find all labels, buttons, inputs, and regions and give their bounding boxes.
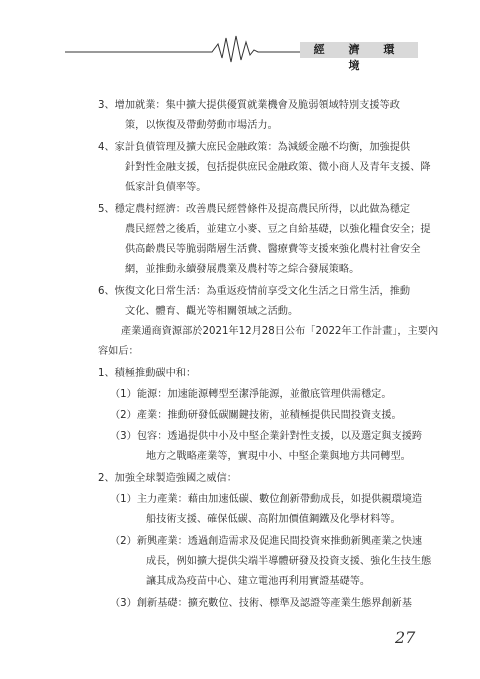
item-5-line-1: 5、穩定農村經濟：改善農民經營條件及提高農民所得，以此做為穩定 <box>98 204 411 215</box>
section-2-item-2-line-1: （2）新興產業：透過創造需求及促進民間投資來推動新興產業之快速 <box>110 536 423 547</box>
page-number: 27 <box>395 628 416 647</box>
heartbeat-line-icon <box>0 0 480 70</box>
section-1-item-3-line-2: 地方之戰略產業等，實現中小、中堅企業與地方共同轉型。 <box>146 451 411 462</box>
item-3-line-2: 策，以恢復及帶動勞動市場活力。 <box>125 120 278 131</box>
item-4-line-3: 低家計負債率等。 <box>125 182 207 193</box>
item-4-line-2: 針對性金融支援，包括提供庶民金融政策、微小商人及青年支援、降 <box>125 162 431 173</box>
item-5-line-4: 網，並推動永續發展農業及農村等之綜合發展策略。 <box>125 264 360 275</box>
item-6-line-1: 6、恢復文化日常生活：為重返疫情前享受文化生活之日常生活，推動 <box>98 286 411 297</box>
section-1-heading: 1、積極推動碳中和： <box>98 368 197 379</box>
section-title: 經 濟 環 境 <box>313 43 405 72</box>
intro-line-2: 容如后： <box>98 346 139 357</box>
section-1-item-1: （1）能源：加速能源轉型至潔淨能源，並徹底管理供需穩定。 <box>110 389 392 400</box>
section-1-item-2: （2）產業：推動研發低碳關鍵技術，並積極提供民間投資支援。 <box>110 410 402 421</box>
item-3-line-1: 3、增加就業：集中擴大提供優質就業機會及脆弱領域特別支援等政 <box>98 100 400 111</box>
intro-line-1: 產業通商資源部於2021年12月28日公布「2022年工作計畫」，主要內 <box>121 326 439 337</box>
section-2-item-1-line-2: 船技術支援、確保低碳、高附加價值鋼鐵及化學材料等。 <box>146 514 401 525</box>
item-4-line-1: 4、家計負債管理及擴大庶民金融政策：為減緩金融不均衡，加強提供 <box>98 142 411 153</box>
section-2-item-2-line-3: 讓其成為疫苗中心、建立電池再利用實證基礎等。 <box>146 576 371 587</box>
section-2-heading: 2、加強全球製造強國之威信： <box>98 473 237 484</box>
section-1-item-3-line-1: （3）包容：透過提供中小及中堅企業針對性支援，以及選定與支援跨 <box>110 431 423 442</box>
item-5-line-3: 供高齡農民等脆弱階層生活費、醫療費等支援來強化農村社會安全 <box>125 244 421 255</box>
running-header <box>0 0 480 70</box>
item-5-line-2: 農民經營之後盾，並建立小麥、豆之自給基礎，以強化糧食安全；提 <box>125 224 431 235</box>
section-2-item-1-line-1: （1）主力產業：藉由加速低碳、數位創新帶動成長，如提供親環境造 <box>110 494 423 505</box>
item-6-line-2: 文化、體育、觀光等相關領域之活動。 <box>125 306 299 317</box>
section-2-item-3-line-1: （3）創新基礎：擴充數位、技術、標準及認證等產業生態界創新基 <box>110 598 412 609</box>
section-2-item-2-line-2: 成長，例如擴大提供尖端半導體研發及投資支援、強化生技生態 <box>146 556 432 567</box>
